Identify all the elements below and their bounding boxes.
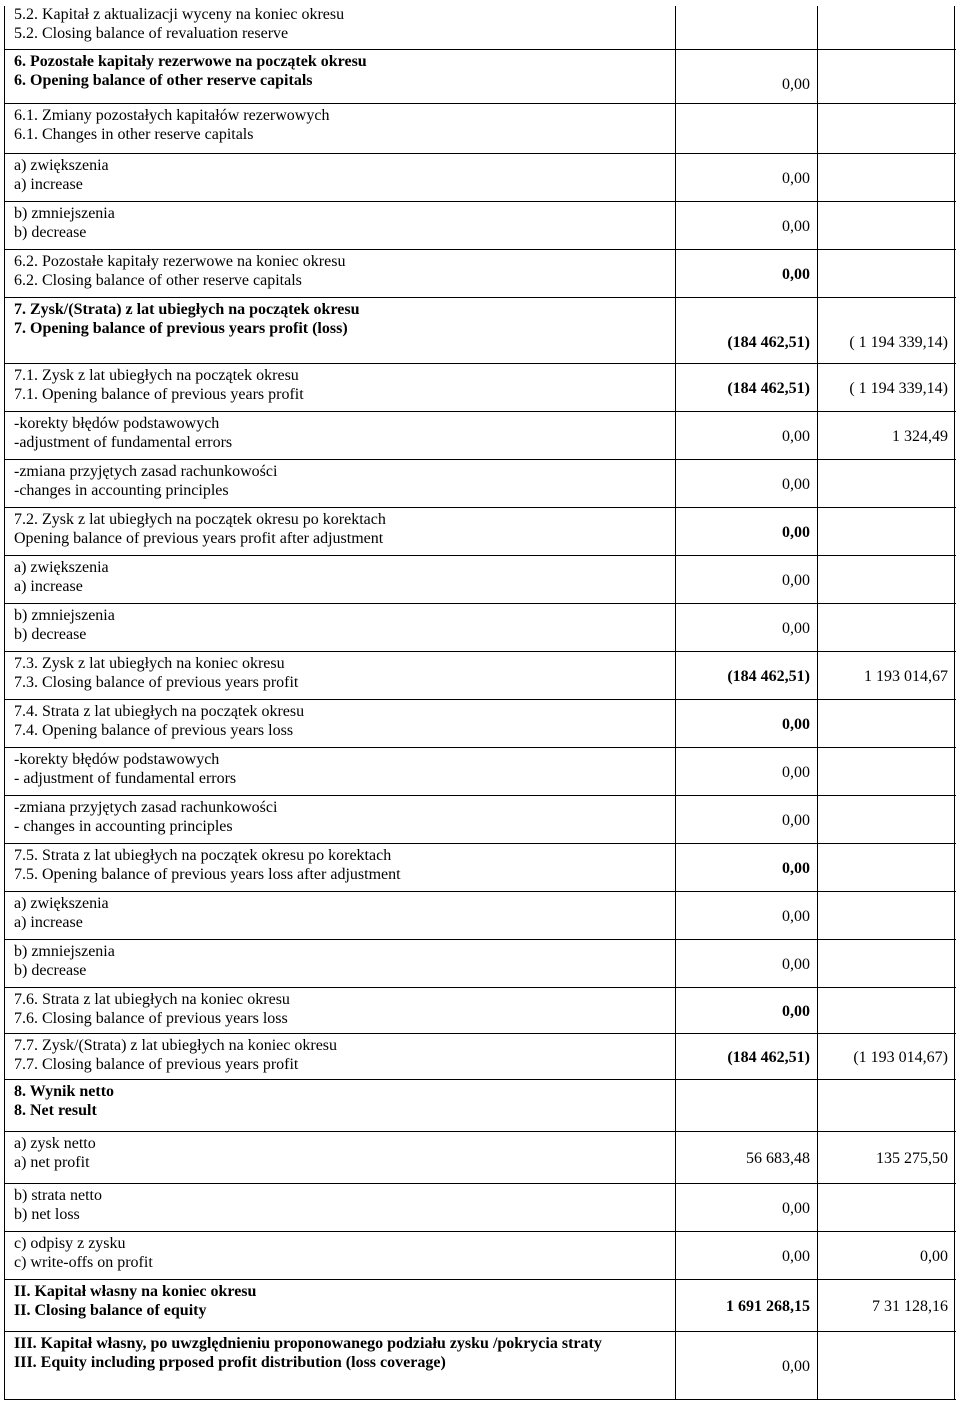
value-current-year: (184 462,51): [727, 668, 810, 685]
row-label-pl: 7.3. Zysk z lat ubiegłych na koniec okresu: [14, 655, 285, 672]
row-label-en: 5.2. Closing balance of revaluation reserve: [14, 25, 289, 42]
row-label-en: - adjustment of fundamental errors: [14, 770, 237, 787]
row-label-pl: -korekty błędów podstawowych: [14, 415, 220, 432]
table-row: [4, 1280, 956, 1332]
value-current-year: 0,00: [782, 716, 810, 733]
row-label-en: - changes in accounting principles: [14, 818, 233, 835]
row-label-pl: b) zmniejszenia: [14, 943, 115, 960]
value-previous-year: ( 1 194 339,14): [849, 380, 948, 397]
row-label-pl: 7.5. Strata z lat ubiegłych na początek okresu po korektach: [14, 847, 392, 864]
table-row: [4, 250, 956, 298]
value-previous-year: 1 193 014,67: [864, 668, 948, 685]
table-row: [4, 844, 956, 892]
row-label-pl: 7.2. Zysk z lat ubiegłych na początek okresu po korektach: [14, 511, 386, 528]
row-label-pl: II. Kapitał własny na koniec okresu: [14, 1283, 257, 1300]
value-current-year: (184 462,51): [727, 1049, 810, 1066]
value-current-year: 0,00: [782, 812, 810, 829]
value-current-year: 0,00: [782, 620, 810, 637]
value-current-year: 0,00: [782, 1248, 810, 1265]
table-row: [4, 556, 956, 604]
row-label-en: 6. Opening balance of other reserve capitals: [14, 72, 313, 89]
value-current-year: 0,00: [782, 1003, 810, 1020]
table-row: [4, 748, 956, 796]
value-current-year: 0,00: [782, 572, 810, 589]
table-row: [4, 1184, 956, 1232]
table-row: [4, 604, 956, 652]
value-current-year: 0,00: [782, 1200, 810, 1217]
table-row: [4, 104, 956, 154]
row-label-pl: -zmiana przyjętych zasad rachunkowości: [14, 799, 278, 816]
row-label-pl: 6.2. Pozostałe kapitały rezerwowe na koniec okresu: [14, 253, 346, 270]
value-current-year: (184 462,51): [727, 334, 810, 351]
table-row: [4, 892, 956, 940]
table-row: [4, 796, 956, 844]
value-previous-year: 7 31 128,16: [872, 1298, 948, 1315]
row-label-pl: 7.6. Strata z lat ubiegłych na koniec okresu: [14, 991, 290, 1008]
table-row: [4, 50, 956, 104]
row-label-en: a) increase: [14, 914, 83, 931]
row-label-en: 7.5. Opening balance of previous years loss after adjustment: [14, 866, 401, 883]
value-current-year: 0,00: [782, 218, 810, 235]
table-row: [4, 652, 956, 700]
row-label-en: c) write-offs on profit: [14, 1254, 153, 1271]
row-label-pl: 7. Zysk/(Strata) z lat ubiegłych na początek okresu: [14, 301, 360, 318]
table-row: [4, 940, 956, 988]
row-label-en: b) decrease: [14, 224, 87, 241]
table-row: [4, 412, 956, 460]
value-current-year: 0,00: [782, 76, 810, 93]
row-label-pl: 6.1. Zmiany pozostałych kapitałów rezerwowych: [14, 107, 330, 124]
table-row: [4, 700, 956, 748]
row-label-pl: b) strata netto: [14, 1187, 102, 1204]
value-previous-year: ( 1 194 339,14): [849, 334, 948, 351]
row-label-en: III. Equity including prposed profit distribution (loss coverage): [14, 1354, 446, 1371]
row-label-en: b) decrease: [14, 962, 87, 979]
row-label-pl: c) odpisy z zysku: [14, 1235, 126, 1252]
table-row: [4, 1034, 956, 1080]
table-row: [4, 364, 956, 412]
row-label-pl: 8. Wynik netto: [14, 1083, 115, 1100]
value-current-year: 0,00: [782, 476, 810, 493]
row-label-en: Opening balance of previous years profit after adjustment: [14, 530, 384, 547]
table-row: [4, 298, 956, 364]
value-current-year: 0,00: [782, 1358, 810, 1375]
row-label-en: 7. Opening balance of previous years profit (loss): [14, 320, 348, 337]
row-label-pl: 7.1. Zysk z lat ubiegłych na początek okresu: [14, 367, 299, 384]
value-current-year: 0,00: [782, 266, 810, 283]
row-label-pl: 6. Pozostałe kapitały rezerwowe na początek okresu: [14, 53, 367, 70]
row-label-en: a) increase: [14, 578, 83, 595]
value-previous-year: 135 275,50: [876, 1150, 948, 1167]
row-label-en: 7.3. Closing balance of previous years profit: [14, 674, 299, 691]
row-label-en: 7.7. Closing balance of previous years profit: [14, 1056, 299, 1073]
row-label-pl: a) zwiększenia: [14, 895, 109, 912]
row-label-en: b) decrease: [14, 626, 87, 643]
row-label-pl: a) zwiększenia: [14, 157, 109, 174]
value-current-year: 0,00: [782, 428, 810, 445]
row-label-pl: 7.7. Zysk/(Strata) z lat ubiegłych na koniec okresu: [14, 1037, 338, 1054]
value-current-year: 0,00: [782, 860, 810, 877]
table-row: [4, 1332, 956, 1400]
value-previous-year: 0,00: [920, 1248, 948, 1265]
row-label-pl: b) zmniejszenia: [14, 205, 115, 222]
row-label-pl: -korekty błędów podstawowych: [14, 751, 220, 768]
row-label-pl: 7.4. Strata z lat ubiegłych na początek okresu: [14, 703, 305, 720]
table-row: [4, 460, 956, 508]
row-label-en: 6.2. Closing balance of other reserve capitals: [14, 272, 302, 289]
value-current-year: 0,00: [782, 956, 810, 973]
row-label-en: -changes in accounting principles: [14, 482, 229, 499]
row-label-en: 8. Net result: [14, 1102, 97, 1119]
row-label-en: 6.1. Changes in other reserve capitals: [14, 126, 254, 143]
value-current-year: 0,00: [782, 170, 810, 187]
value-current-year: 0,00: [782, 524, 810, 541]
row-label-pl: -zmiana przyjętych zasad rachunkowości: [14, 463, 278, 480]
row-label-en: 7.6. Closing balance of previous years loss: [14, 1010, 288, 1027]
row-label-en: 7.1. Opening balance of previous years profit: [14, 386, 304, 403]
row-label-pl: a) zysk netto: [14, 1135, 96, 1152]
row-label-pl: b) zmniejszenia: [14, 607, 115, 624]
row-label-pl: III. Kapitał własny, po uwzględnieniu proponowanego podziału zysku /pokrycia straty: [14, 1335, 602, 1352]
table-row: [4, 508, 956, 556]
row-label-pl: a) zwiększenia: [14, 559, 109, 576]
table-row: [4, 0, 956, 50]
value-previous-year: (1 193 014,67): [853, 1049, 948, 1066]
value-current-year: 56 683,48: [746, 1150, 810, 1167]
value-previous-year: 1 324,49: [892, 428, 948, 445]
row-label-en: 7.4. Opening balance of previous years loss: [14, 722, 294, 739]
row-label-en: -adjustment of fundamental errors: [14, 434, 233, 451]
value-current-year: (184 462,51): [727, 380, 810, 397]
row-label-en: a) increase: [14, 176, 83, 193]
value-current-year: 0,00: [782, 764, 810, 781]
table-row: [4, 1232, 956, 1280]
row-label-en: a) net profit: [14, 1154, 90, 1171]
table-row: [4, 1080, 956, 1132]
table-row: [4, 1132, 956, 1184]
table-row: [4, 202, 956, 250]
row-label-en: b) net loss: [14, 1206, 80, 1223]
value-current-year: 0,00: [782, 908, 810, 925]
table-row: [4, 154, 956, 202]
value-current-year: 1 691 268,15: [726, 1298, 810, 1315]
row-label-pl: 5.2. Kapitał z aktualizacji wyceny na koniec okresu: [14, 6, 345, 23]
row-label-en: II. Closing balance of equity: [14, 1302, 207, 1319]
table-row: [4, 988, 956, 1034]
